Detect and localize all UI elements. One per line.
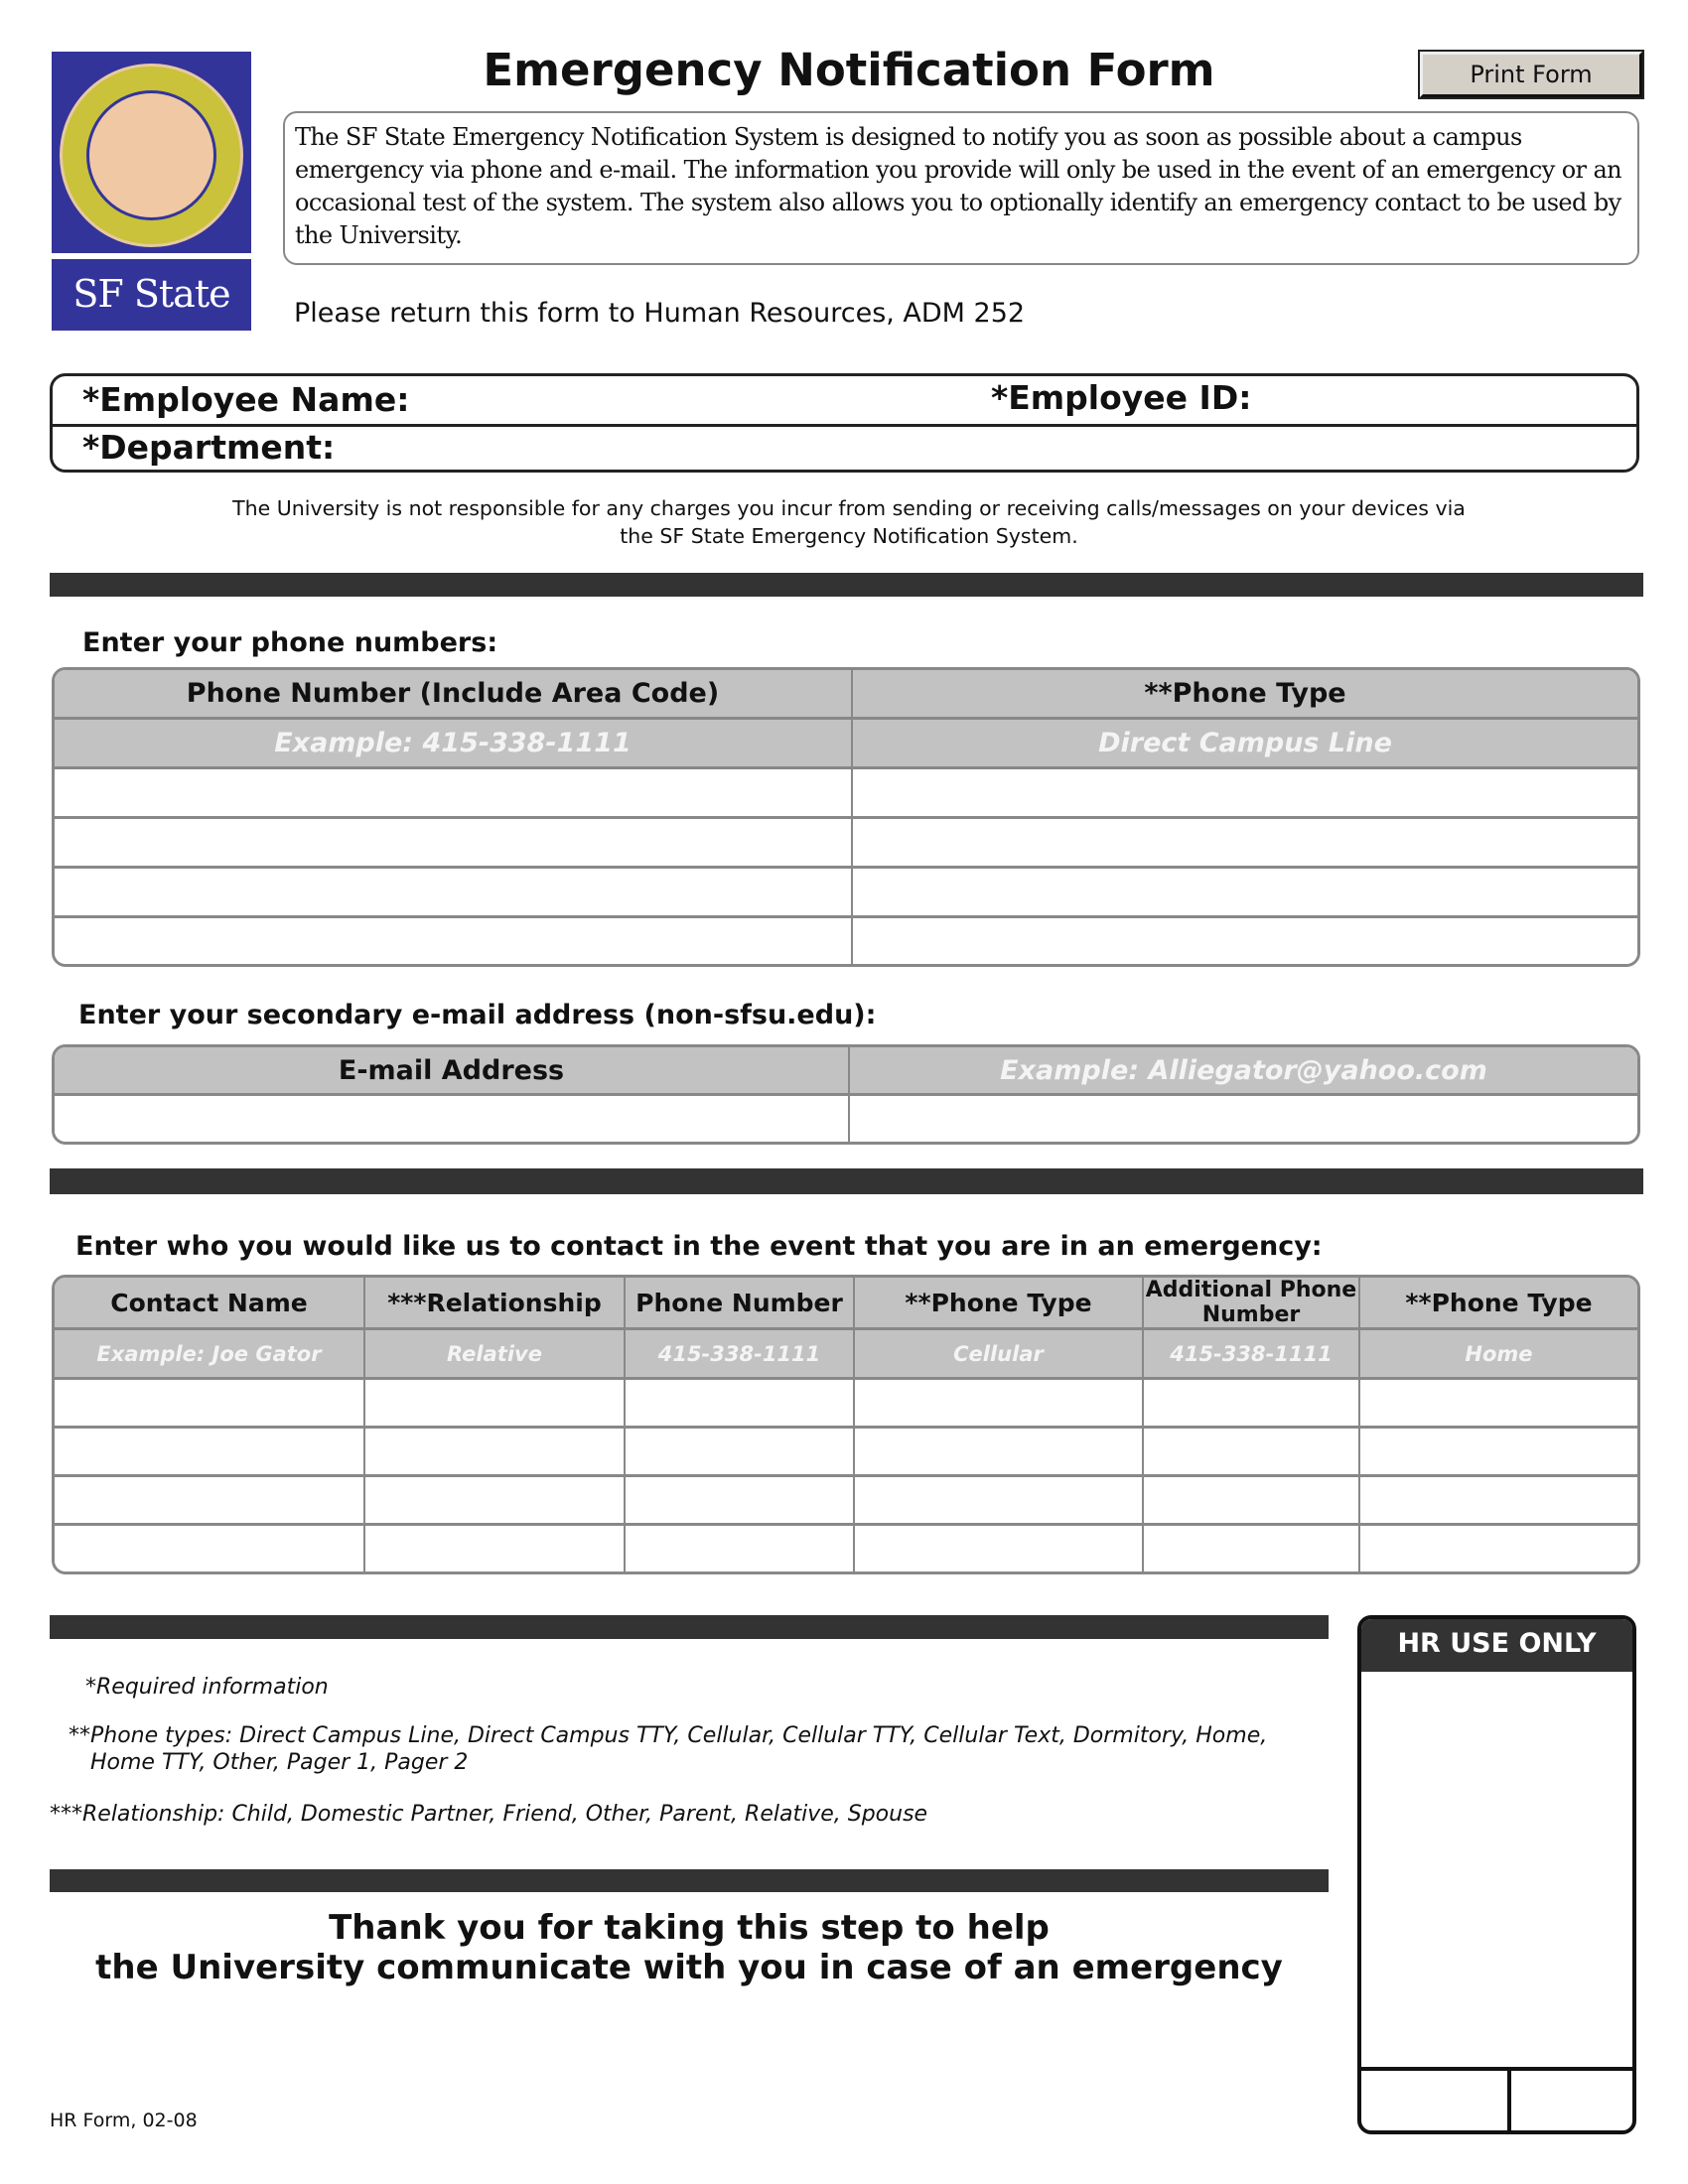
example-phone: 415-338-1111: [626, 1330, 855, 1380]
contact-phone-type-select[interactable]: [855, 1380, 1144, 1429]
disclaimer: [149, 494, 1549, 550]
phone-number-header: Phone Number (Include Area Code): [55, 670, 853, 720]
phone-types-line: **Phone types: Direct Campus Line, Direct Campus TTY, Cellular, Cellular TTY, Cellular Text, Dormitory, Home,: [69, 1723, 1268, 1748]
example-relationship: Relative: [365, 1330, 626, 1380]
phone-type-header: **Phone Type: [855, 1278, 1144, 1330]
phone-number-header: Phone Number: [626, 1278, 855, 1330]
relationship-header: ***Relationship: [365, 1278, 626, 1330]
contact-phone-input[interactable]: [626, 1477, 855, 1526]
phone-type-select[interactable]: [853, 769, 1637, 819]
contact-phone-type-select[interactable]: [855, 1526, 1144, 1571]
additional-phone-input[interactable]: [1144, 1526, 1360, 1571]
contact-phone-input[interactable]: [626, 1380, 855, 1429]
additional-phone-input[interactable]: [1144, 1380, 1360, 1429]
email-input[interactable]: [55, 1096, 850, 1142]
employee-name-label: *Employee Name:: [82, 380, 410, 419]
additional-phone-input[interactable]: [1144, 1477, 1360, 1526]
phone-types-note: [69, 1722, 1267, 1776]
contact-name-input[interactable]: [55, 1477, 365, 1526]
contact-name-input[interactable]: [55, 1526, 365, 1571]
phone-type-select[interactable]: [853, 869, 1637, 918]
divider-bar: [50, 1168, 1643, 1194]
logo-wordmark: SF State: [72, 272, 230, 316]
required-note: *Required information: [85, 1675, 329, 1700]
phone-type-select[interactable]: [853, 819, 1637, 869]
phone-number-input[interactable]: [55, 918, 853, 964]
phone-type-select[interactable]: [853, 918, 1637, 964]
example-email: Example: Alliegator@yahoo.com: [850, 1047, 1637, 1096]
contacts-heading: Enter who you would like us to contact in the event that you are in an emergency:: [75, 1231, 1323, 1262]
email-header: E-mail Address: [55, 1047, 850, 1096]
phone-types-line: Home TTY, Other, Pager 1, Pager 2: [90, 1750, 469, 1775]
hr-use-only-box: [1357, 1615, 1636, 2134]
phones-heading: Enter your phone numbers:: [82, 627, 498, 658]
divider-bar: [50, 573, 1643, 597]
relationship-select[interactable]: [365, 1429, 626, 1477]
contact-phone-type-select[interactable]: [855, 1477, 1144, 1526]
contact-name-input[interactable]: [55, 1429, 365, 1477]
relationship-select[interactable]: [365, 1380, 626, 1429]
example-phone: Example: 415-338-1111: [55, 720, 853, 769]
employee-info-box: [50, 373, 1639, 473]
page-title: Emergency Notification Form: [483, 44, 1215, 96]
sf-state-logo: [52, 52, 251, 331]
phone-number-input[interactable]: [55, 769, 853, 819]
example-phone-type: Direct Campus Line: [853, 720, 1637, 769]
contact-name-header: Contact Name: [55, 1278, 365, 1330]
disclaimer-line: The University is not responsible for any charges you incur from sending or receiving calls/messages on your devices via: [232, 496, 1466, 520]
contact-name-input[interactable]: [55, 1380, 365, 1429]
phone-type-header-2: **Phone Type: [1360, 1278, 1637, 1330]
print-form-button[interactable]: Print Form: [1420, 52, 1642, 97]
email-input-extra[interactable]: [850, 1096, 1637, 1142]
disclaimer-line: the SF State Emergency Notification System.: [620, 524, 1078, 548]
relationship-select[interactable]: [365, 1526, 626, 1571]
example-contact-name: Example: Joe Gator: [55, 1330, 365, 1380]
contact-phone-type-select[interactable]: [855, 1429, 1144, 1477]
additional-phone-type-select[interactable]: [1360, 1380, 1637, 1429]
phone-number-input[interactable]: [55, 819, 853, 869]
relationship-select[interactable]: [365, 1477, 626, 1526]
intro-text: The SF State Emergency Notification System is designed to notify you as soon as possible about a campus emergency via phone and e-mail. The information you provide will only be used in the event of an emergency or an occasional test of the system. The system also allows you to optionally identify an emergency contact to be used by the University.: [283, 111, 1639, 265]
divider-bar: [50, 1869, 1329, 1892]
email-table: [52, 1044, 1640, 1145]
example-phone-type-2: Home: [1360, 1330, 1637, 1380]
phone-number-input[interactable]: [55, 869, 853, 918]
contact-phone-input[interactable]: [626, 1429, 855, 1477]
return-note: Please return this form to Human Resources, ADM 252: [294, 298, 1026, 329]
form-number: HR Form, 02-08: [50, 2110, 198, 2131]
employee-id-label: *Employee ID:: [991, 378, 1252, 417]
additional-phone-type-select[interactable]: [1360, 1429, 1637, 1477]
email-heading: Enter your secondary e-mail address (non-sfsu.edu):: [78, 1000, 877, 1030]
phone-type-header: **Phone Type: [853, 670, 1637, 720]
divider-bar: [50, 1615, 1329, 1639]
example-additional-phone: 415-338-1111: [1144, 1330, 1360, 1380]
phone-table: [52, 667, 1640, 967]
additional-phone-header: Additional Phone Number: [1144, 1278, 1360, 1330]
example-phone-type: Cellular: [855, 1330, 1144, 1380]
contact-phone-input[interactable]: [626, 1526, 855, 1571]
thank-you-line: the University communicate with you in case of an emergency: [95, 1948, 1283, 1987]
university-seal: [60, 64, 243, 247]
relationship-note: ***Relationship: Child, Domestic Partner, Friend, Other, Parent, Relative, Spouse: [50, 1802, 928, 1827]
thank-you-message: [50, 1908, 1329, 1987]
thank-you-line: Thank you for taking this step to help: [329, 1908, 1050, 1948]
hr-use-only-title: HR USE ONLY: [1361, 1619, 1632, 1672]
additional-phone-type-select[interactable]: [1360, 1477, 1637, 1526]
contacts-table: [52, 1275, 1640, 1574]
department-label: *Department:: [82, 428, 336, 467]
additional-phone-input[interactable]: [1144, 1429, 1360, 1477]
additional-phone-type-select[interactable]: [1360, 1526, 1637, 1571]
